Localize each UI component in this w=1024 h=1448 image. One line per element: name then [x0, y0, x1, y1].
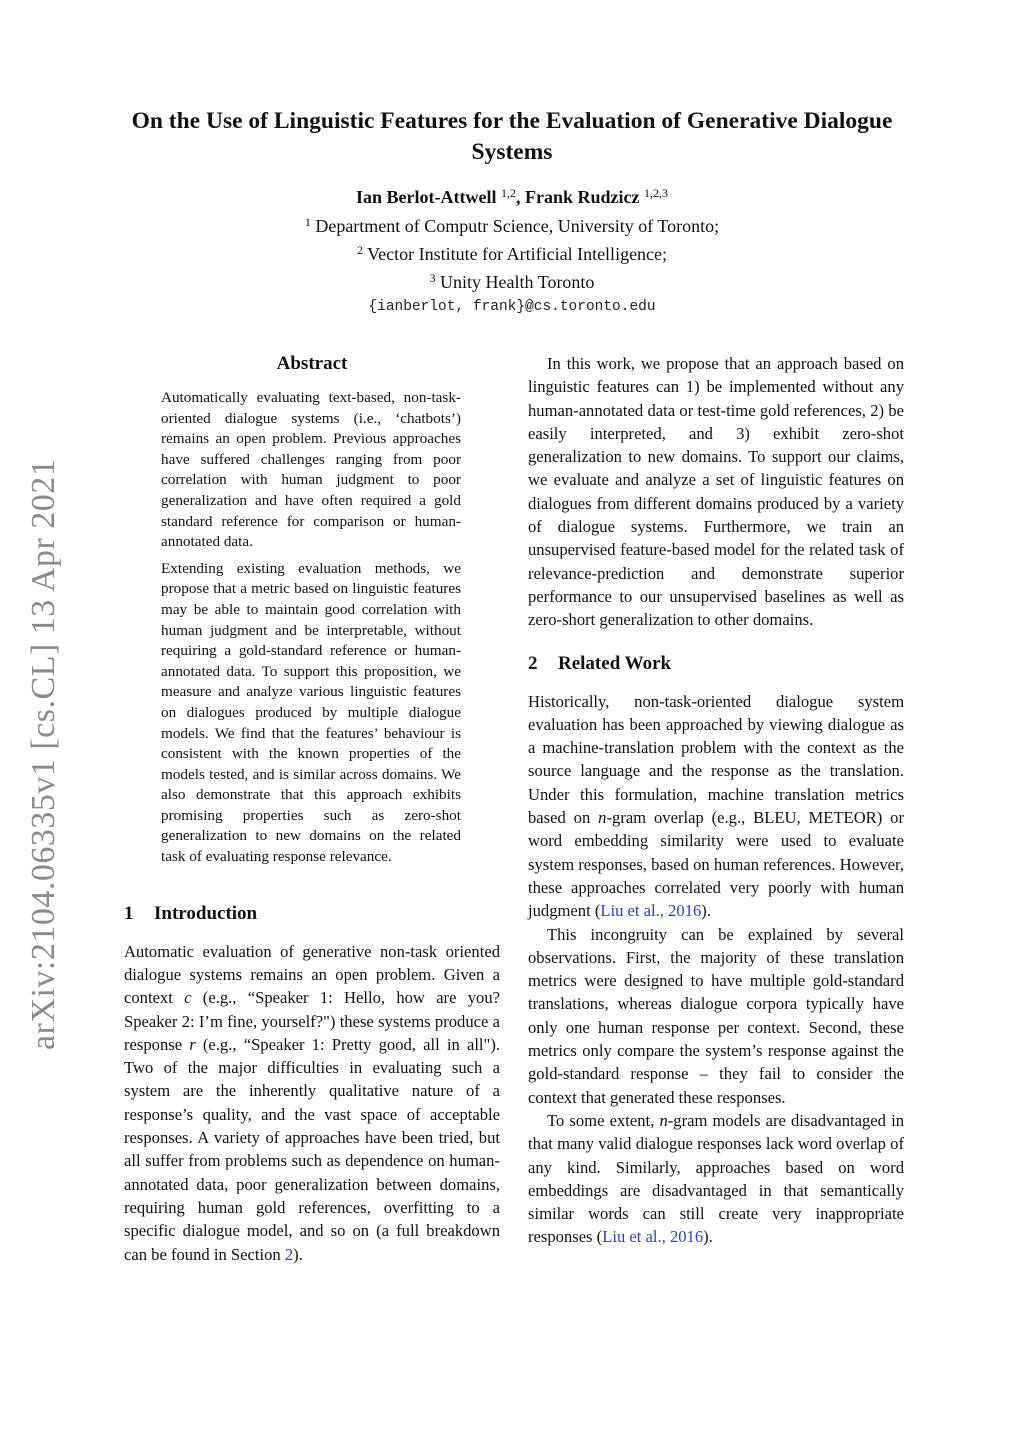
abstract	[161, 388, 461, 868]
citation-link[interactable]: Liu et al., 2016	[602, 1227, 704, 1247]
author-list	[110, 180, 914, 210]
author-separator: ,	[515, 187, 525, 207]
abstract-paragraph: Extending existing evaluation methods, we propose that a metric based on linguistic features may be able to maintain good correlation with human judgment and be interpretable, without requiring a gold-standard reference or human-annotated data. To support this proposition, we measure and analyze various linguistic features on dialogues produced by multiple dialogue models. We find that the features’ behaviour is consistent with the known properties of the models tested, and is similar across domains. We also demonstrate that this approach exhibits promising properties such as zero-shot generalization to new domains on the related task of evaluating response relevance.	[161, 559, 461, 866]
abstract-paragraph: Automatically evaluating text-based, non-task-oriented dialogue systems (i.e., ‘chatbots’) remains an open problem. Previous approaches have suffered challenges ranging from poor correlation with human judgment to poor generalization and have often required a gold standard reference for comparison or human-annotated data.	[161, 389, 461, 551]
affiliation-text: Unity Health Toronto	[440, 272, 595, 292]
author-name: Ian Berlot-Attwell	[356, 187, 497, 207]
math-variable: r	[189, 1034, 196, 1054]
body-paragraph: In this work, we propose that an approach based on linguistic features can 1) be implemented without any human-annotated data or test-time gold references, 2) be easily interpreted, and 3) exhibit zero-shot generalization to new domains. To support our claims, we evaluate and analyze a set of linguistic features on dialogues from different domains produced by a variety of dialogue systems. Furthermore, we train an unsupervised feature-based model for the related task of relevance-prediction and demonstrate superior performance to our unsupervised baselines as well as zero-short generalization to other domains.	[528, 354, 904, 630]
title-block	[110, 106, 914, 320]
section-number: 1	[124, 902, 134, 924]
affiliation-marker: 2	[356, 243, 363, 257]
citation-link[interactable]: Liu et al., 2016	[600, 901, 702, 921]
math-variable: n	[659, 1110, 668, 1130]
introduction-body	[124, 940, 500, 1266]
right-column	[528, 352, 904, 1249]
affiliation-text: Vector Institute for Artificial Intelligence;	[367, 244, 668, 264]
abstract-heading: Abstract	[276, 353, 348, 374]
body-paragraph: This incongruity can be explained by several observations. First, the majority of these translation metrics were designed to have multiple gold-standard translations, whereas dialogue corpora typically have only one human response per context. Second, these metrics only compare the system’s response against the gold-standard response – they fail to consider the context that generated these responses.	[528, 924, 904, 1107]
affiliation-marker: 1	[304, 215, 311, 229]
arxiv-identifier: arXiv:2104.06335v1 [cs.CL] 13 Apr 2021	[25, 458, 62, 1050]
affiliation-marker: 3	[429, 271, 436, 285]
body-paragraph: To some extent, n-gram models are disadvantaged in that many valid dialogue responses lack word overlap of any kind. Similarly, approaches based on word embeddings are disadvantaged in that semantically similar words can still create very inappropriate responses (Liu et al., 2016).	[528, 1110, 904, 1247]
introduction-body-continued	[528, 352, 904, 632]
body-paragraph: Automatic evaluation of generative non-task oriented dialogue systems remains an open problem. Given a context c (e.g., “Speaker 1: Hello, how are you? Speaker 2: I’m fine, yourself?") these systems produce a response r (e.g., “Speaker 1: Pretty good, all in all"). Two of the major difficulties in evaluating such a system are the inherently qualitative nature of a response’s quality, and the vast space of acceptable responses. A variety of approaches have been tried, but all suffer from problems such as dependence on human-annotated data, poor generalization between domains, requiring human gold references, overfitting to a specific dialogue model, and so on (a full breakdown can be found in Section 2).	[124, 941, 500, 1264]
section-title: Related Work	[558, 652, 672, 674]
section-number: 2	[528, 652, 538, 674]
related-work-body	[528, 690, 904, 1249]
author-email: {ianberlot, frank}@cs.toronto.edu	[368, 299, 656, 315]
paper-title: On the Use of Linguistic Features for the Evaluation of Generative Dialogue Systems	[131, 108, 893, 165]
affiliation	[110, 210, 914, 238]
section-reference-link[interactable]: 2	[284, 1244, 294, 1264]
section-heading-related-work	[528, 652, 904, 676]
author-affiliation-marker: 1,2,3	[643, 186, 668, 200]
math-variable: c	[184, 988, 192, 1008]
left-column	[124, 352, 500, 1266]
section-heading-introduction	[124, 902, 500, 926]
author-affiliation-marker: 1,2	[500, 186, 516, 200]
section-title: Introduction	[154, 902, 258, 924]
math-variable: n	[598, 808, 607, 828]
affiliation-text: Department of Computr Science, University of Toronto;	[315, 216, 720, 236]
author-name: Frank Rudzicz	[524, 187, 640, 207]
body-paragraph: Historically, non-task-oriented dialogue system evaluation has been approached by viewing dialogue as a machine-translation problem with the context as the source language and the response as the translation. Under this formulation, machine translation metrics based on n-gram overlap (e.g., BLEU, METEOR) or word embedding similarity were used to evaluate system responses, based on human references. However, these approaches correlated very poorly with human judgment (Liu et al., 2016).	[528, 691, 904, 921]
affiliation	[110, 266, 914, 294]
affiliation	[110, 238, 914, 266]
